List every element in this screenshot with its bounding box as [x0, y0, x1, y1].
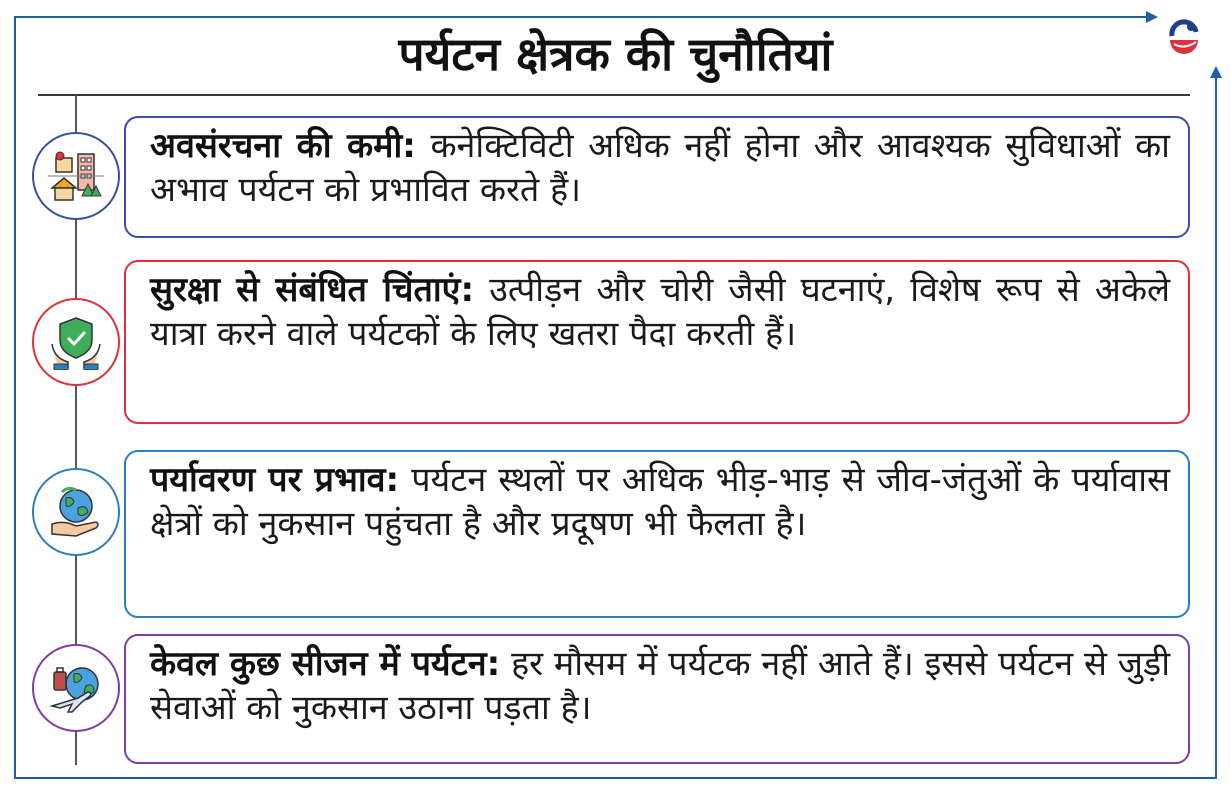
globe-in-hand-icon	[48, 484, 104, 540]
item-4-icon-circle	[32, 644, 120, 732]
challenge-text	[150, 642, 1170, 730]
frame-left-line	[14, 16, 16, 779]
challenge-heading: केवल कुछ सीजन में पर्यटन:	[150, 644, 501, 684]
item-3-icon-circle	[32, 468, 120, 556]
frame-bottom-line	[14, 777, 1217, 779]
shield-hands-icon	[48, 314, 104, 370]
challenge-card-seasonal	[124, 634, 1190, 764]
challenge-description: कनेक्टिविटी अधिक नहीं होना और आवश्यक सुविधाओं का अभाव पर्यटन को प्रभावित करते हैं।	[150, 126, 1170, 210]
challenge-card-environment	[124, 450, 1190, 618]
challenge-heading: सुरक्षा से संबंधित चिंताएं:	[150, 270, 475, 310]
challenge-card-safety	[124, 260, 1190, 424]
challenge-text	[150, 268, 1170, 356]
challenge-card-infrastructure	[124, 116, 1190, 238]
challenge-description: पर्यटन स्थलों पर अधिक भीड़-भाड़ से जीव-जंतुओं के पर्यावास क्षेत्रों को नुकसान पहुंचता है और प्रदूषण भी फैलता है।	[150, 460, 1170, 544]
globe-airplane-luggage-icon	[48, 660, 104, 716]
challenge-heading: अवसंरचना की कमी:	[150, 126, 416, 166]
challenge-heading: पर्यावरण पर प्रभाव:	[150, 460, 400, 500]
frame-top-line	[14, 16, 1154, 18]
frame-right-line	[1215, 78, 1217, 779]
item-1-icon-circle	[32, 132, 120, 220]
challenge-text	[150, 458, 1170, 546]
item-2-icon-circle	[32, 298, 120, 386]
challenge-description: हर मौसम में पर्यटक नहीं आते हैं। इससे पर्यटन से जुड़ी सेवाओं को नुकसान उठाना पड़ता है।	[150, 644, 1170, 728]
title-divider	[38, 94, 1190, 96]
challenge-text	[150, 124, 1170, 212]
page-title: पर्यटन क्षेत्रक की चुनौतियां	[398, 27, 833, 81]
city-buildings-icon	[48, 148, 104, 204]
challenge-description: उत्पीड़न और चोरी जैसी घटनाएं, विशेष रूप से अकेले यात्रा करने वाले पर्यटकों के लिए खतरा पैदा करती हैं।	[150, 270, 1171, 354]
